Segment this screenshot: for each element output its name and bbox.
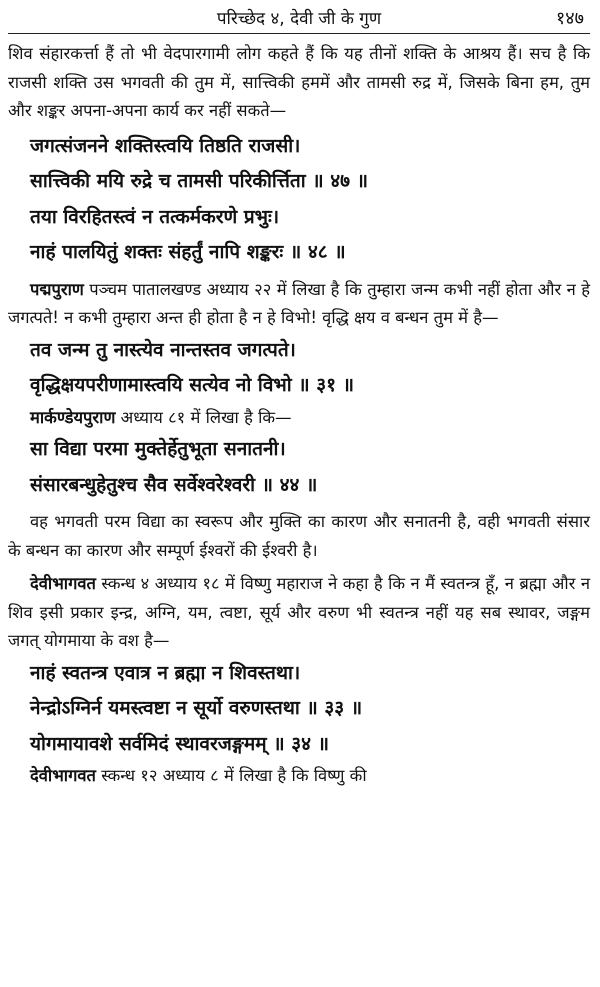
verse-line: तव जन्म तु नास्त्येव नान्तस्तव जगत्पते। xyxy=(30,338,296,361)
verse-line: नेन्द्रोऽग्निर्न यमस्त्वष्टा न सूर्यो वरुणस्तथा ॥ ३३ ॥ xyxy=(30,697,363,719)
devibhagavat-paragraph-2 xyxy=(8,762,590,791)
verse-line: संसारबन्धुहेतुश्च सैव सर्वेश्वरेश्वरी ॥ ४४ ॥ xyxy=(30,473,318,496)
verse-block-4 xyxy=(8,656,590,763)
intro-paragraph: शिव संहारकर्त्ता हैं तो भी वेदपारगामी लोग कहते हैं कि यह तीनों शक्ति के आश्रय हैं। सच है कि राजसी शक्ति उस भगवती की तुम में, सात्त्विकी हममें और तामसी रुद्र में, जिसके बिना हम, तुम और शङ्कर अपना-अपना कार्य कर नहीं सकते— xyxy=(8,44,590,120)
paragraph-text: स्कन्ध ४ अध्याय १८ में विष्णु महाराज ने कहा है कि न मैं स्वतन्त्र हूँ, न ब्रह्मा और न शिव इसी प्रकार इन्द्र, अग्नि, यम, त्वष्टा, सूर्य और वरुण भी स्वतन्त्र नहीं यह सब स्थावर, जङ्गम जगत् योगमाया के वश है— xyxy=(8,574,590,650)
verse-line: सात्त्विकी मयि रुद्रे च तामसी परिकीर्त्तिता ॥ ४७ ॥ xyxy=(30,170,369,192)
source-name: पद्मपुराण xyxy=(30,279,84,299)
source-name: मार्कण्डेयपुराण xyxy=(30,407,116,427)
paragraph-text: अध्याय ८१ में लिखा है कि— xyxy=(115,407,292,427)
page-body xyxy=(8,40,590,791)
verse-line: तया विरहितस्त्वं न तत्कर्मकरणे प्रभुः। xyxy=(30,205,280,228)
verse-line: वृद्धिक्षयपरीणामास्त्वयि सत्येव नो विभो ॥ ३१ ॥ xyxy=(30,374,355,396)
paragraph-text: पञ्चम पातालखण्ड अध्याय २२ में लिखा है कि तुम्हारा जन्म कभी नहीं होता और न हे जगत्पते! न कभी तुम्हारा अन्त ही होता है न हे विभो! वृद्धि क्षय व बन्धन तुम में है— xyxy=(8,279,590,327)
markandeya-purana-paragraph xyxy=(8,404,590,433)
verse-line: जगत्संजनने शक्तिस्त्वयि तिष्ठति राजसी। xyxy=(30,134,301,157)
verse-block-1 xyxy=(8,129,590,271)
verse-block-3 xyxy=(8,432,590,503)
verse-line: सा विद्या परमा मुक्तेर्हेतुभूता सनातनी। xyxy=(30,438,286,460)
explanation-paragraph: वह भगवती परम विद्या का स्वरूप और मुक्ति का कारण और सनातनी है, वही भगवती संसार के बन्धन का कारण और सम्पूर्ण ईश्वरों की ईश्वरी है। xyxy=(8,512,590,560)
header-rule xyxy=(8,33,590,34)
page-number: १४७ xyxy=(555,8,584,29)
source-name: देवीभागवत xyxy=(30,574,96,593)
verse-block-2 xyxy=(8,333,590,404)
verse-line: नाहं स्वतन्त्र एवात्र न ब्रह्मा न शिवस्तथा। xyxy=(30,661,301,684)
padma-purana-paragraph xyxy=(8,276,590,333)
verse-line: योगमायावशे सर्वमिदं स्थावरजङ्गमम् ॥ ३४ ॥ xyxy=(30,732,329,755)
source-name: देवीभागवत xyxy=(30,766,96,785)
page-header xyxy=(8,4,590,34)
verse-line: नाहं पालयितुं शक्तः संहर्तुं नापि शङ्करः ॥ ४८ ॥ xyxy=(30,241,346,263)
chapter-title: परिच्छेद ४, देवी जी के गुण xyxy=(216,9,382,29)
devibhagavat-paragraph-1 xyxy=(8,570,590,656)
paragraph-text: स्कन्ध १२ अध्याय ८ में लिखा है कि विष्णु की xyxy=(95,766,367,785)
